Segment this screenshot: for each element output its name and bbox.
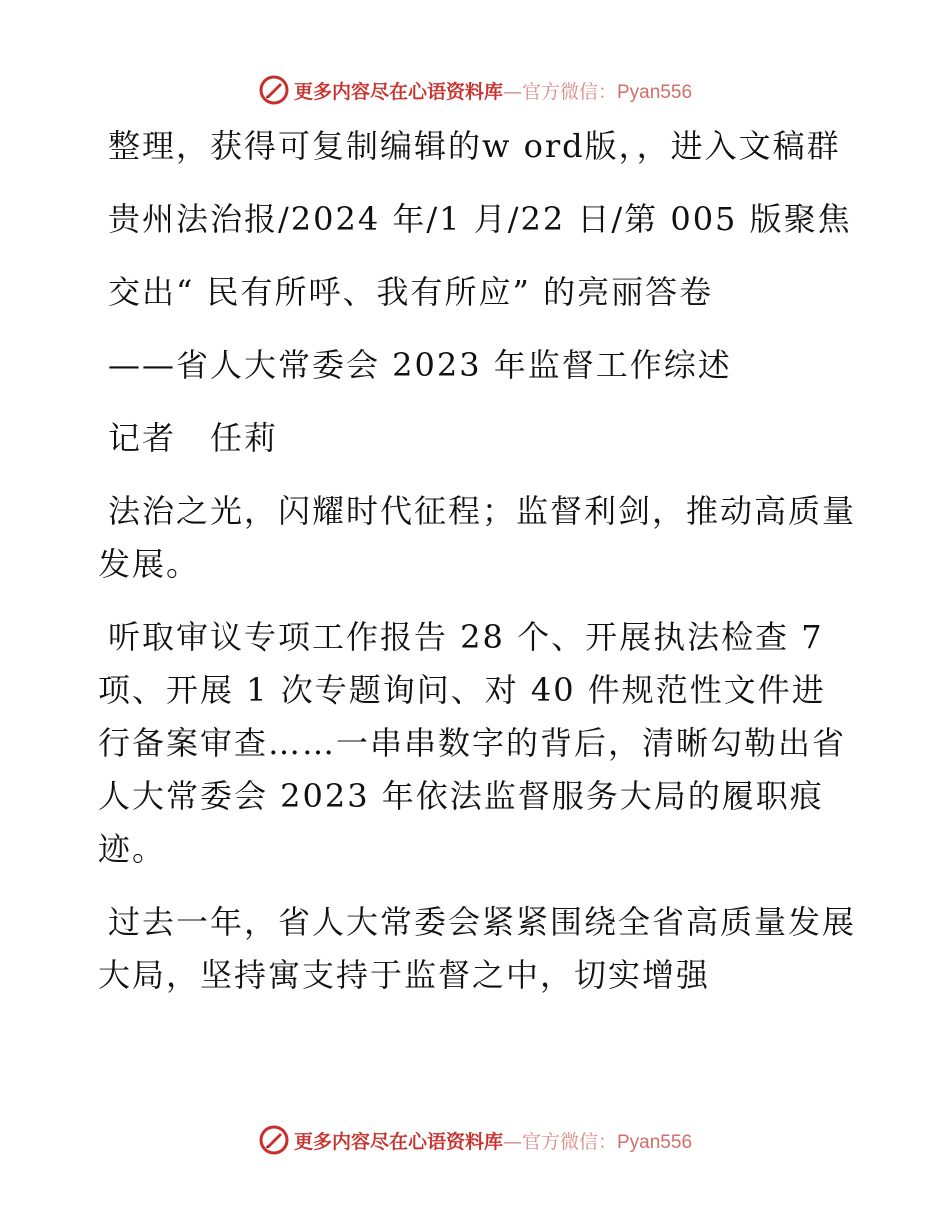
- header-watermark: [0, 70, 950, 110]
- article-title: 交出“ 民有所呼、我有所应” 的亮丽答卷: [108, 273, 714, 311]
- quill-logo-icon: [258, 1124, 290, 1156]
- intro-note: 整理，获得可复制编辑的w ord版，，进入文稿群: [108, 127, 841, 165]
- byline: 记者 任莉: [108, 419, 279, 457]
- body-paragraph: 过去一年，省人大常委会紧紧围绕全省高质量发展大局，坚持寓支持于监督之中，切实增强: [98, 903, 857, 994]
- source-line: 贵州法治报/2024 年/1 月/22 日/第 005 版聚焦: [108, 200, 852, 238]
- article-subtitle: ——省人大常委会 2023 年监督工作综述: [108, 346, 732, 384]
- watermark-brand: 更多内容尽在心语资料库: [293, 1130, 503, 1153]
- watermark-wechat-id: Pyan556: [617, 81, 693, 103]
- watermark-text: [294, 1127, 692, 1154]
- quill-logo-icon: [258, 74, 290, 106]
- watermark-text: [294, 77, 692, 104]
- watermark-wechat-label: 官方微信：: [521, 1130, 617, 1153]
- watermark-wechat-label: 官方微信：: [521, 80, 617, 103]
- footer-watermark: [0, 1120, 950, 1160]
- watermark-wechat-id: Pyan556: [617, 1131, 693, 1153]
- watermark-brand: 更多内容尽在心语资料库: [293, 80, 503, 103]
- body-paragraph: 法治之光，闪耀时代征程；监督利剑，推动高质量发展。: [98, 492, 857, 583]
- watermark-dash: —: [502, 80, 522, 103]
- body-paragraph: 听取审议专项工作报告 28 个、开展执法检查 7 项、开展 1 次专题询问、对 40 件规范性文件进行备案审查……一串串数字的背后，清晰勾勒出省人大常委会 2023 年依法监督服务大局的履职痕迹。: [98, 618, 847, 868]
- document-body: [98, 120, 858, 1022]
- watermark-dash: —: [502, 1130, 522, 1153]
